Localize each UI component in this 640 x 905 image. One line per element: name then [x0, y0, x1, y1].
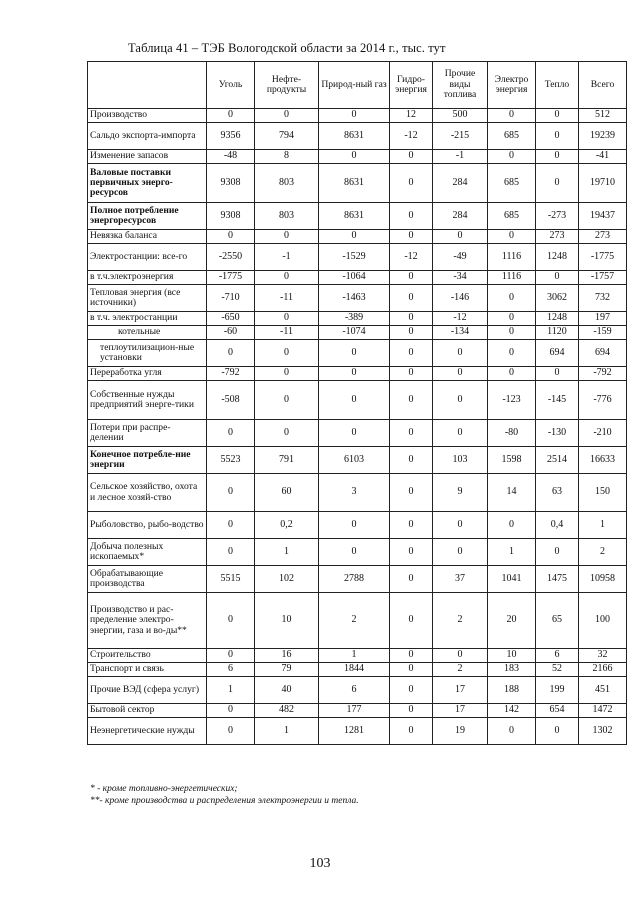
- table-cell: 6103: [319, 447, 390, 474]
- table-cell: 8631: [319, 123, 390, 150]
- table-cell: 0: [390, 381, 433, 420]
- table-cell: -1074: [319, 326, 390, 340]
- table-cell: 65: [536, 593, 579, 649]
- table-cell: 0: [319, 150, 390, 164]
- table-cell: 0: [390, 271, 433, 285]
- row-label: Тепловая энергия (все источники): [88, 285, 207, 312]
- table-cell: 32: [579, 649, 627, 663]
- table-cell: 0: [390, 312, 433, 326]
- row-label: Конечное потребле-ние энергии: [88, 447, 207, 474]
- table-cell: 1: [207, 677, 255, 704]
- table-cell: 732: [579, 285, 627, 312]
- table-row: [88, 367, 627, 381]
- table-cell: 0: [390, 474, 433, 512]
- table-cell: -49: [433, 244, 488, 271]
- table-row: [88, 704, 627, 718]
- row-label: Добыча полезных ископаемых*: [88, 539, 207, 566]
- table-cell: -12: [433, 312, 488, 326]
- header-cell: Тепло: [536, 62, 579, 109]
- page-number: 103: [309, 856, 331, 871]
- footnote-1: * - кроме топливно-энергетических;: [90, 784, 238, 794]
- table-cell: 0: [207, 474, 255, 512]
- row-label: котельные: [88, 326, 207, 340]
- table-cell: 284: [433, 203, 488, 230]
- header-cell: [88, 62, 207, 109]
- row-label: Производство: [88, 109, 207, 123]
- row-label: Сельское хозяйство, охота и лесное хозяй-ство: [88, 474, 207, 512]
- table-cell: 183: [488, 663, 536, 677]
- table-cell: 0: [390, 447, 433, 474]
- row-label: Транспорт и связь: [88, 663, 207, 677]
- table-cell: 1: [579, 512, 627, 539]
- table-cell: 0: [536, 271, 579, 285]
- table-row: [88, 663, 627, 677]
- table-cell: 0: [390, 718, 433, 745]
- table-cell: -1: [433, 150, 488, 164]
- table-row: [88, 312, 627, 326]
- table-cell: 0: [207, 109, 255, 123]
- table-cell: -1775: [579, 244, 627, 271]
- table-cell: 1475: [536, 566, 579, 593]
- table-cell: 142: [488, 704, 536, 718]
- table-cell: 6: [319, 677, 390, 704]
- table-cell: 2166: [579, 663, 627, 677]
- table-cell: -1463: [319, 285, 390, 312]
- table-cell: 1120: [536, 326, 579, 340]
- table-cell: 3: [319, 474, 390, 512]
- table-cell: 1: [319, 649, 390, 663]
- row-label: Бытовой сектор: [88, 704, 207, 718]
- table-cell: 0: [319, 230, 390, 244]
- table-cell: -48: [207, 150, 255, 164]
- table-cell: 1281: [319, 718, 390, 745]
- table-cell: 0,4: [536, 512, 579, 539]
- row-label: Обрабатывающие производства: [88, 566, 207, 593]
- table-cell: -776: [579, 381, 627, 420]
- table-cell: 0: [390, 663, 433, 677]
- row-label: Невязка баланса: [88, 230, 207, 244]
- table-row: [88, 381, 627, 420]
- table-cell: -12: [390, 123, 433, 150]
- table-cell: 40: [255, 677, 319, 704]
- table-cell: 8631: [319, 164, 390, 203]
- header-cell: Уголь: [207, 62, 255, 109]
- table-row: [88, 340, 627, 367]
- table-cell: 0: [207, 539, 255, 566]
- table-cell: 0: [488, 312, 536, 326]
- table-cell: 0: [390, 285, 433, 312]
- table-cell: -11: [255, 285, 319, 312]
- table-cell: 0: [390, 367, 433, 381]
- table-cell: -1757: [579, 271, 627, 285]
- table-cell: -11: [255, 326, 319, 340]
- table-cell: 8631: [319, 203, 390, 230]
- table-cell: 60: [255, 474, 319, 512]
- table-cell: -159: [579, 326, 627, 340]
- row-label: Полное потребление энергоресурсов: [88, 203, 207, 230]
- table-cell: 0: [390, 566, 433, 593]
- table-cell: 5515: [207, 566, 255, 593]
- header-cell: Всего: [579, 62, 627, 109]
- table-cell: -80: [488, 420, 536, 447]
- table-cell: 0: [207, 340, 255, 367]
- table-row: [88, 203, 627, 230]
- row-label: Рыболовство, рыбо-водство: [88, 512, 207, 539]
- table-cell: 685: [488, 123, 536, 150]
- table-cell: 1: [255, 539, 319, 566]
- table-cell: 0: [390, 150, 433, 164]
- table-cell: -210: [579, 420, 627, 447]
- row-label: в т.ч.электроэнергия: [88, 271, 207, 285]
- table-header-row: [88, 62, 627, 109]
- table-cell: 19710: [579, 164, 627, 203]
- table-cell: 0: [488, 150, 536, 164]
- table-cell: 9308: [207, 203, 255, 230]
- table-cell: 188: [488, 677, 536, 704]
- row-label: Прочие ВЭД (сфера услуг): [88, 677, 207, 704]
- table-row: [88, 512, 627, 539]
- row-label: Электростанции: все-го: [88, 244, 207, 271]
- table-cell: 197: [579, 312, 627, 326]
- table-cell: 1302: [579, 718, 627, 745]
- table-cell: 0: [255, 312, 319, 326]
- table-cell: 0: [433, 420, 488, 447]
- row-label: Строительство: [88, 649, 207, 663]
- table-cell: 2788: [319, 566, 390, 593]
- table-cell: 0: [319, 340, 390, 367]
- table-cell: -146: [433, 285, 488, 312]
- table-cell: -215: [433, 123, 488, 150]
- table-cell: 14: [488, 474, 536, 512]
- table-row: [88, 566, 627, 593]
- table-cell: 100: [579, 593, 627, 649]
- table-cell: 10: [255, 593, 319, 649]
- table-cell: 0: [319, 381, 390, 420]
- table-row: [88, 109, 627, 123]
- table-cell: 2514: [536, 447, 579, 474]
- table-cell: 0: [433, 649, 488, 663]
- table-cell: -41: [579, 150, 627, 164]
- row-label: Изменение запасов: [88, 150, 207, 164]
- table-cell: 0: [488, 367, 536, 381]
- table-cell: -1064: [319, 271, 390, 285]
- table-cell: -792: [579, 367, 627, 381]
- table-cell: 1844: [319, 663, 390, 677]
- table-row: [88, 164, 627, 203]
- energy-balance-table: [87, 61, 627, 745]
- table-cell: 0: [319, 109, 390, 123]
- table-cell: 1041: [488, 566, 536, 593]
- table-cell: 0: [433, 230, 488, 244]
- table-cell: 1116: [488, 244, 536, 271]
- table-cell: 1: [255, 718, 319, 745]
- table-cell: 1: [488, 539, 536, 566]
- table-cell: 19: [433, 718, 488, 745]
- table-cell: 0: [319, 420, 390, 447]
- table-cell: 0: [255, 420, 319, 447]
- table-cell: 0: [255, 381, 319, 420]
- row-label: Валовые поставки первичных энерго-ресурсов: [88, 164, 207, 203]
- table-row: [88, 326, 627, 340]
- table-cell: 10958: [579, 566, 627, 593]
- table-cell: 5523: [207, 447, 255, 474]
- table-cell: 12: [390, 109, 433, 123]
- table-cell: 794: [255, 123, 319, 150]
- table-cell: 0: [433, 367, 488, 381]
- table-cell: -60: [207, 326, 255, 340]
- table-cell: -792: [207, 367, 255, 381]
- table-cell: 0: [390, 512, 433, 539]
- table-cell: 0: [390, 704, 433, 718]
- table-cell: 0: [536, 367, 579, 381]
- table-cell: -145: [536, 381, 579, 420]
- table-cell: 17: [433, 677, 488, 704]
- header-cell: Электро энергия: [488, 62, 536, 109]
- table-cell: 803: [255, 164, 319, 203]
- row-label: Неэнергетические нужды: [88, 718, 207, 745]
- table-cell: 16633: [579, 447, 627, 474]
- table-cell: 0: [488, 109, 536, 123]
- table-row: [88, 420, 627, 447]
- table-cell: 1598: [488, 447, 536, 474]
- table-cell: 0: [207, 420, 255, 447]
- table-cell: -123: [488, 381, 536, 420]
- table-cell: 694: [536, 340, 579, 367]
- table-cell: 0: [319, 367, 390, 381]
- table-cell: 0: [255, 230, 319, 244]
- table-row: [88, 150, 627, 164]
- table-cell: 8: [255, 150, 319, 164]
- table-cell: 273: [579, 230, 627, 244]
- table-cell: 654: [536, 704, 579, 718]
- table-cell: 2: [579, 539, 627, 566]
- table-cell: -130: [536, 420, 579, 447]
- table-cell: 0: [488, 230, 536, 244]
- table-cell: 19239: [579, 123, 627, 150]
- table-cell: 0: [488, 512, 536, 539]
- table-row: [88, 649, 627, 663]
- row-label: Собственные нужды предприятий энерге-тики: [88, 381, 207, 420]
- table-cell: -1529: [319, 244, 390, 271]
- table-cell: -710: [207, 285, 255, 312]
- table-cell: 0: [488, 340, 536, 367]
- table-cell: 16: [255, 649, 319, 663]
- table-row: [88, 539, 627, 566]
- table-cell: 0: [207, 230, 255, 244]
- table-cell: 0,2: [255, 512, 319, 539]
- header-cell: Прочие виды топлива: [433, 62, 488, 109]
- table-cell: 0: [390, 420, 433, 447]
- table-cell: 17: [433, 704, 488, 718]
- table-cell: 6: [536, 649, 579, 663]
- row-label: Сальдо экспорта-импорта: [88, 123, 207, 150]
- table-cell: 102: [255, 566, 319, 593]
- row-label: Потери при распре-делении: [88, 420, 207, 447]
- table-cell: 0: [433, 381, 488, 420]
- table-cell: -650: [207, 312, 255, 326]
- table-cell: 0: [255, 340, 319, 367]
- table-cell: 0: [255, 271, 319, 285]
- table-cell: 52: [536, 663, 579, 677]
- table-cell: -12: [390, 244, 433, 271]
- table-cell: 0: [319, 512, 390, 539]
- table-cell: 0: [536, 718, 579, 745]
- table-cell: -273: [536, 203, 579, 230]
- table-cell: 150: [579, 474, 627, 512]
- table-cell: 685: [488, 164, 536, 203]
- table-cell: 284: [433, 164, 488, 203]
- table-cell: 0: [488, 718, 536, 745]
- table-cell: 6: [207, 663, 255, 677]
- header-cell: Гидро-энергия: [390, 62, 433, 109]
- table-cell: 0: [207, 718, 255, 745]
- table-cell: 3062: [536, 285, 579, 312]
- table-cell: -1: [255, 244, 319, 271]
- table-cell: 694: [579, 340, 627, 367]
- table-cell: 199: [536, 677, 579, 704]
- table-cell: 0: [488, 326, 536, 340]
- table-row: [88, 244, 627, 271]
- table-cell: 273: [536, 230, 579, 244]
- table-cell: 2: [433, 663, 488, 677]
- table-cell: -2550: [207, 244, 255, 271]
- footnote-2: **- кроме производства и распределения электроэнергии и тепла.: [90, 796, 359, 806]
- table-cell: 20: [488, 593, 536, 649]
- table-cell: 9: [433, 474, 488, 512]
- table-cell: 19437: [579, 203, 627, 230]
- table-row: [88, 593, 627, 649]
- table-row: [88, 447, 627, 474]
- table-cell: 0: [390, 649, 433, 663]
- table-cell: 103: [433, 447, 488, 474]
- table-cell: 0: [207, 649, 255, 663]
- table-row: [88, 677, 627, 704]
- table-cell: 10: [488, 649, 536, 663]
- table-cell: 512: [579, 109, 627, 123]
- table-cell: 791: [255, 447, 319, 474]
- table-cell: -134: [433, 326, 488, 340]
- table-cell: 0: [536, 539, 579, 566]
- table-cell: 2: [433, 593, 488, 649]
- table-cell: 0: [488, 285, 536, 312]
- table-cell: 0: [536, 164, 579, 203]
- table-cell: 0: [433, 512, 488, 539]
- row-label: теплоутилизацион-ные установки: [88, 340, 207, 367]
- table-cell: 0: [433, 539, 488, 566]
- table-cell: 79: [255, 663, 319, 677]
- table-row: [88, 230, 627, 244]
- table-cell: 177: [319, 704, 390, 718]
- table-cell: 685: [488, 203, 536, 230]
- table-cell: -1775: [207, 271, 255, 285]
- table-cell: 1248: [536, 312, 579, 326]
- table-cell: 0: [536, 150, 579, 164]
- table-cell: -508: [207, 381, 255, 420]
- table-cell: 1116: [488, 271, 536, 285]
- table-cell: 0: [319, 539, 390, 566]
- table-cell: 0: [207, 704, 255, 718]
- table-cell: 0: [255, 367, 319, 381]
- table-cell: 0: [536, 109, 579, 123]
- table-cell: 0: [390, 230, 433, 244]
- table-cell: 0: [390, 677, 433, 704]
- table-cell: 0: [390, 203, 433, 230]
- table-cell: 500: [433, 109, 488, 123]
- row-label: Производство и рас-пределение электро-энергии, газа и во-ды**: [88, 593, 207, 649]
- table-cell: 803: [255, 203, 319, 230]
- table-cell: -34: [433, 271, 488, 285]
- table-cell: 0: [390, 539, 433, 566]
- table-row: [88, 271, 627, 285]
- table-cell: 0: [390, 340, 433, 367]
- table-cell: 9308: [207, 164, 255, 203]
- table-cell: 0: [536, 123, 579, 150]
- table-row: [88, 718, 627, 745]
- row-label: Переработка угля: [88, 367, 207, 381]
- table-cell: 9356: [207, 123, 255, 150]
- header-cell: Нефте-продукты: [255, 62, 319, 109]
- table-row: [88, 123, 627, 150]
- table-cell: 0: [390, 326, 433, 340]
- table-cell: 0: [207, 593, 255, 649]
- table-cell: 482: [255, 704, 319, 718]
- table-cell: -389: [319, 312, 390, 326]
- table-cell: 63: [536, 474, 579, 512]
- table-cell: 1248: [536, 244, 579, 271]
- table-cell: 2: [319, 593, 390, 649]
- table-cell: 0: [390, 593, 433, 649]
- header-cell: Природ-ный газ: [319, 62, 390, 109]
- table-row: [88, 285, 627, 312]
- row-label: в т.ч. электростанции: [88, 312, 207, 326]
- table-cell: 1472: [579, 704, 627, 718]
- table-cell: 451: [579, 677, 627, 704]
- table-row: [88, 474, 627, 512]
- table-cell: 0: [255, 109, 319, 123]
- table-cell: 0: [207, 512, 255, 539]
- table-caption: Таблица 41 – ТЭБ Вологодской области за 2014 г., тыс. тут: [128, 41, 446, 55]
- table-cell: 37: [433, 566, 488, 593]
- table-cell: 0: [433, 340, 488, 367]
- table-cell: 0: [390, 164, 433, 203]
